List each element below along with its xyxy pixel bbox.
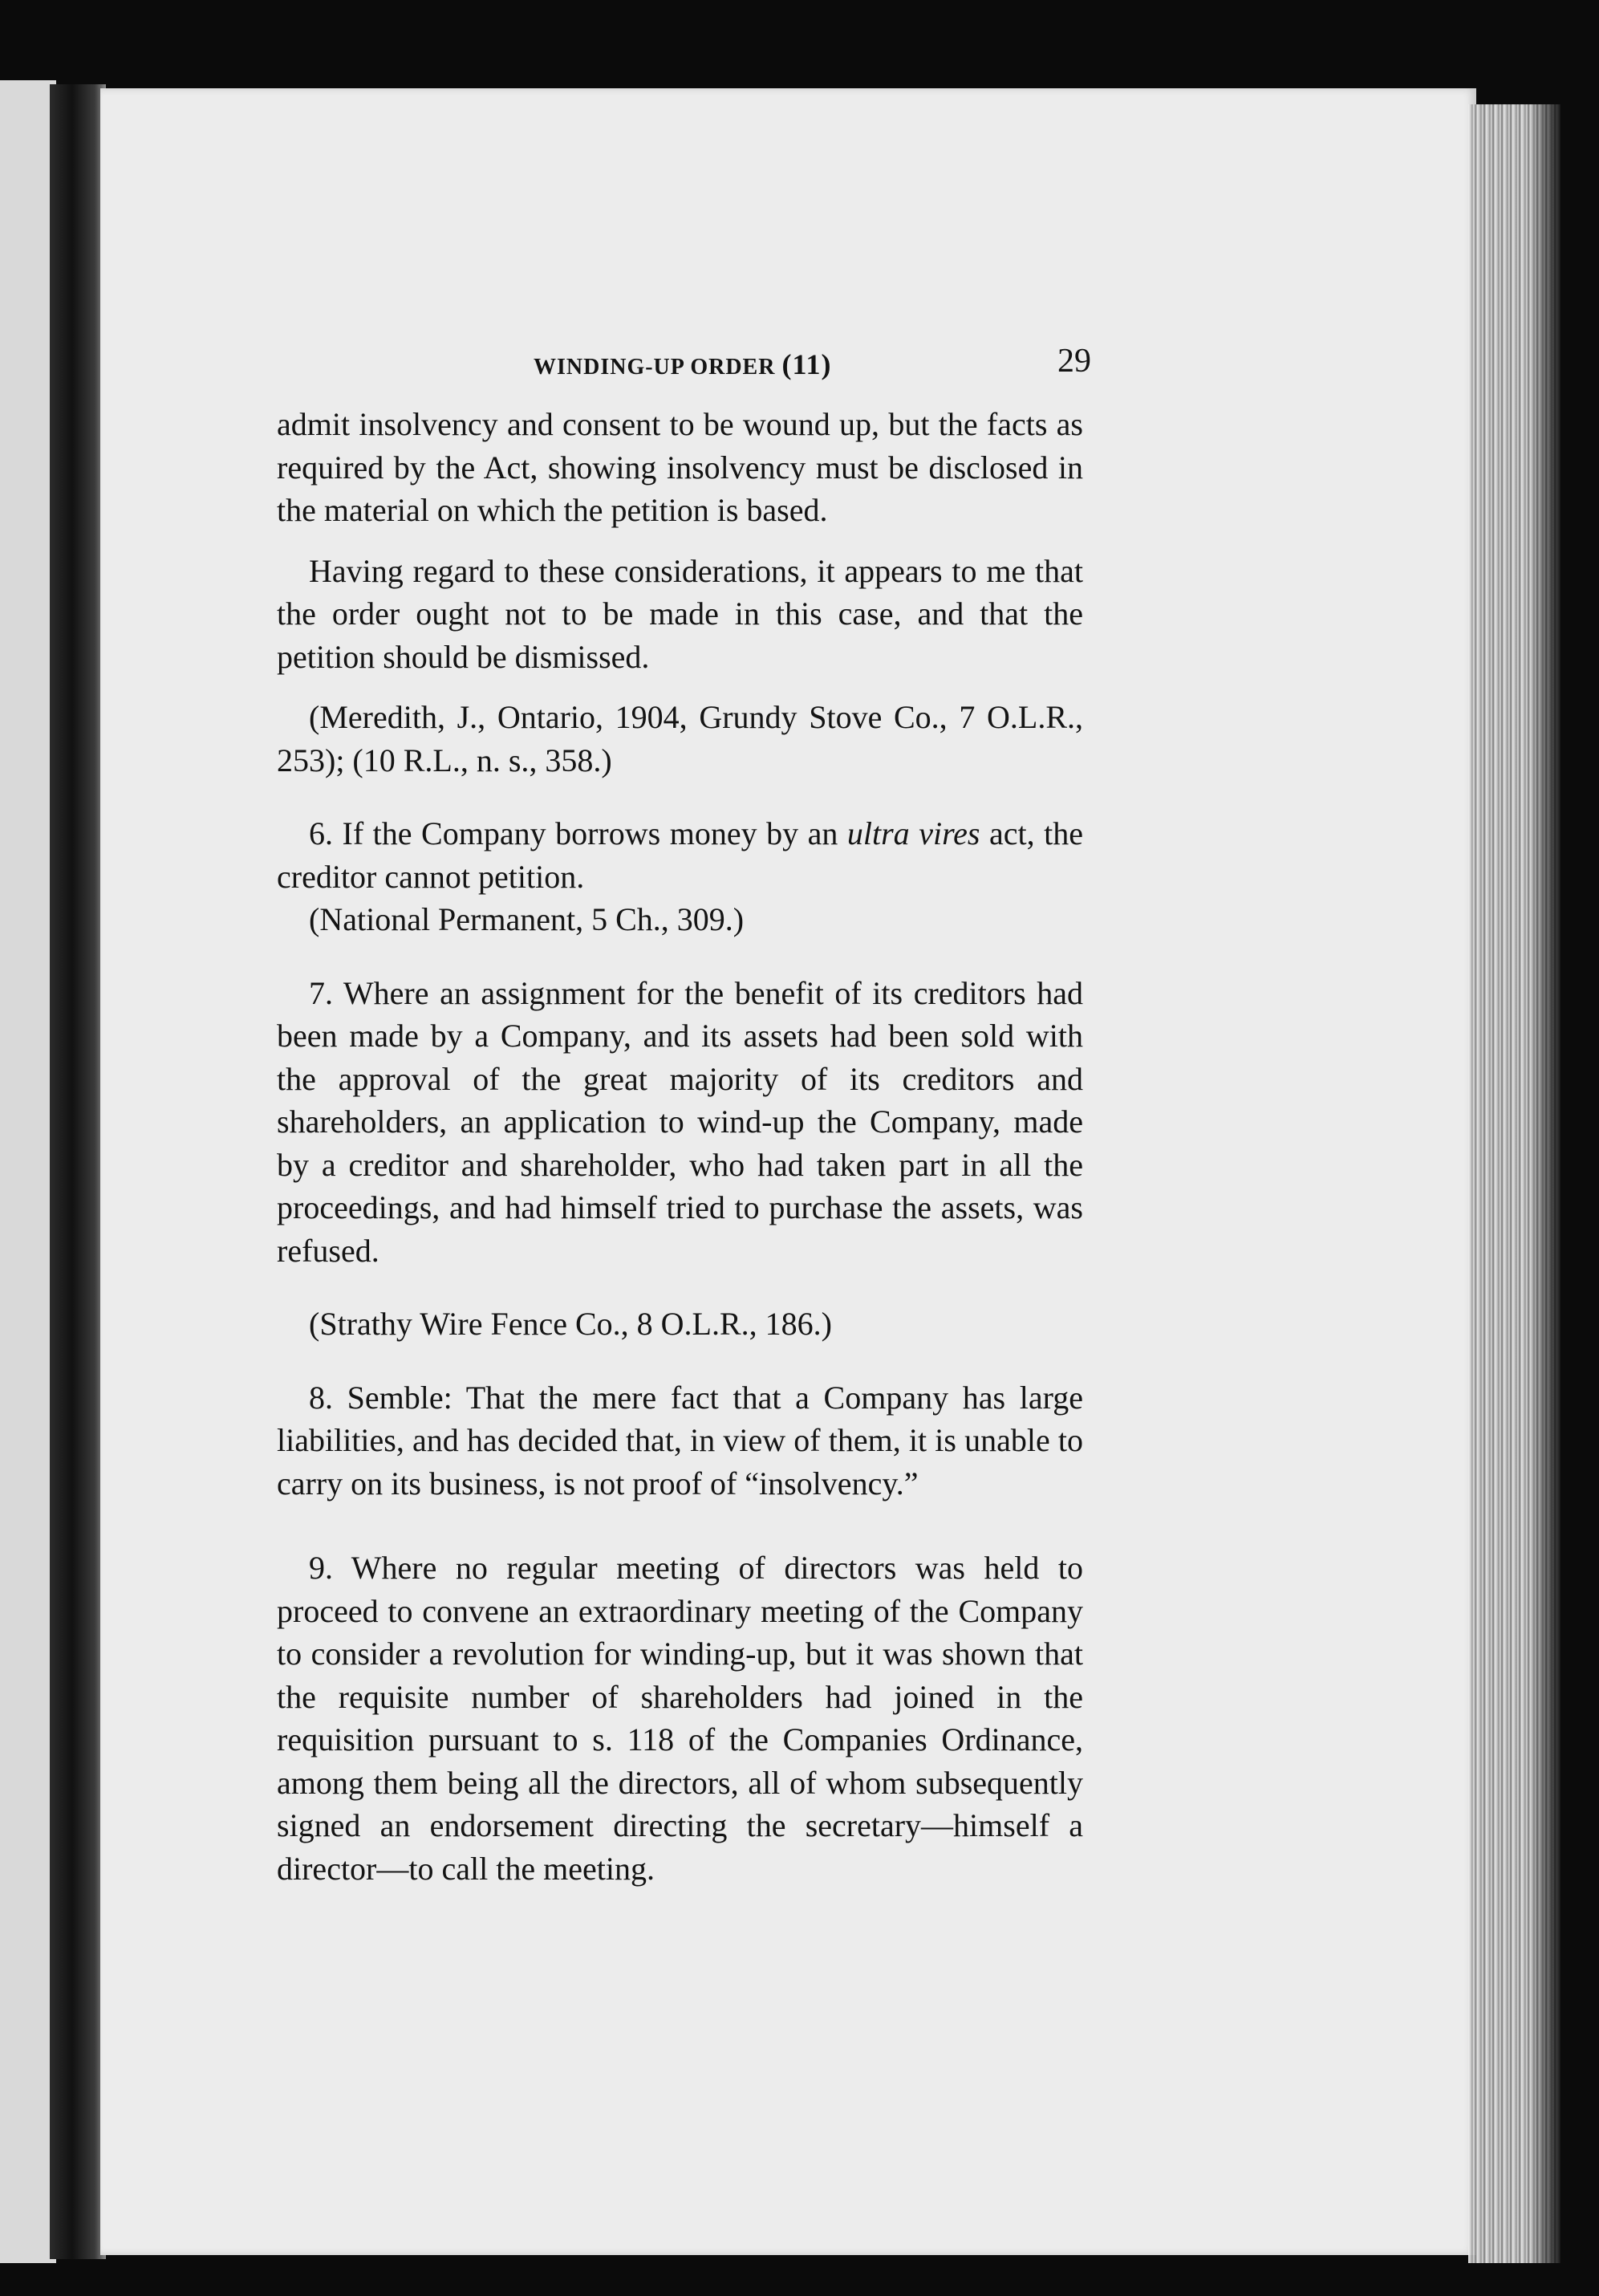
paragraph-6 (277, 812, 1083, 898)
paragraph-considerations: Having regard to these considerations, it appears to me that the order ought not to be made in this case, and that the petition should be dismissed. (277, 552, 1083, 675)
page-text (277, 337, 1091, 1890)
running-title (534, 343, 831, 389)
citation-national-permanent: (National Permanent, 5 Ch., 309.) (309, 901, 745, 937)
section-number: (11) (781, 348, 832, 380)
paragraph-continuation: admit insolvency and consent to be wound up, but the facts as required by the Act, showing insolvency must be disclosed in the material on which the petition is based. (277, 406, 1083, 528)
left-page-edge (0, 80, 56, 2263)
citation-grundy-stove: (Meredith, J., Ontario, 1904, Grundy Stove Co., 7 O.L.R., 253); (10 R.L., n. s., 358.) (277, 699, 1083, 778)
running-title-text: WINDING-UP ORDER (534, 355, 776, 380)
citation-strathy-wire: (Strathy Wire Fence Co., 8 O.L.R., 186.) (309, 1306, 832, 1342)
book-gutter (50, 84, 106, 2259)
paragraph-7: 7. Where an assignment for the benefit of its creditors had been made by a Company, and its assets had been sold with the approval of the great majority of its creditors and shareholders, an application to wind-up the Company, made by a creditor and shareholder, who had taken part in all the proceedings, and had himself tried to purchase the assets, was refused. (277, 974, 1083, 1269)
page-edges (1468, 104, 1560, 2263)
paragraph-8: 8. Semble: That the mere fact that a Company has large liabilities, and has decided that, in view of them, it is unable to carry on its business, is not proof of “insolvency.” (277, 1379, 1083, 1502)
paragraph-6-text: 6. If the Company borrows money by an (309, 815, 847, 851)
paragraph-6-italic: ultra vires (846, 815, 980, 851)
paragraph-9: 9. Where no regular meeting of directors was held to proceed to convene an extraordinary meeting of the Company to consider a revolution for winding-up, but it was shown that the requisite number of shareholders had joined in the requisition pursuant to s. 118 of the Companies Ordinance, among them being all the directors, all of whom subsequently signed an endorsement directing the secretary—himself a director—to call the meeting. (277, 1550, 1083, 1887)
paragraph-6-text-end: act, the creditor cannot petition. (277, 815, 1083, 895)
page-number: 29 (1057, 343, 1091, 380)
running-head (277, 337, 1091, 393)
